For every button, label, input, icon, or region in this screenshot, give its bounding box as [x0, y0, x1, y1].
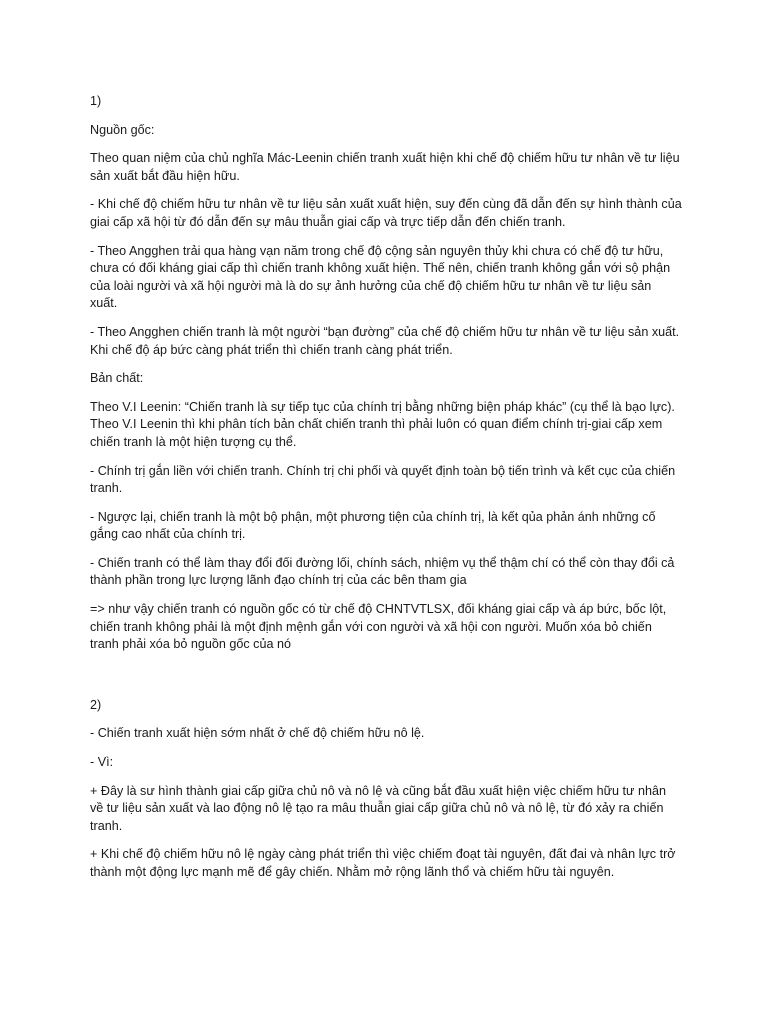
section-2-paragraph: + Khi chế độ chiếm hữu nô lệ ngày càng phát triển thì việc chiếm đoạt tài nguyên, đất đai và nhân lực trở thành một động lực mạnh mẽ để gây chiến. Nhằm mở rộng lãnh thổ và chiếm hữu tài nguyên.: [90, 847, 676, 879]
section-2-paragraph: - Chiến tranh xuất hiện sớm nhất ở chế độ chiếm hữu nô lệ.: [90, 726, 425, 741]
origin-paragraph: Theo quan niệm của chủ nghĩa Mác-Leenin chiến tranh xuất hiện khi chế độ chiếm hữu tư nhân về tư liệu sản xuất bắt đầu hiện hữu.: [90, 151, 680, 183]
section-2-number: 2): [90, 697, 102, 712]
origin-heading: Nguồn gốc:: [90, 122, 155, 137]
nature-paragraph: - Chiến tranh có thể làm thay đổi đối đường lối, chính sách, nhiệm vụ thể thậm chí có thể còn thay đổi cả thành phần trong lực lượng lãnh đạo chính trị của các bên tham gia: [90, 555, 675, 588]
origin-paragraph: - Khi chế độ chiếm hữu tư nhân về tư liệu sản xuất xuất hiện, suy đến cùng đã dẫn đến sự hình thành của giai cấp xã hội từ đó dẫn đến sự mâu thuẫn giai cấp và trực tiếp dẫn đến chiến tranh.: [90, 197, 682, 229]
origin-paragraph: - Theo Angghen trải qua hàng vạn năm trong chế độ cộng sản nguyên thủy khi chưa có chế độ tư hữu, chưa có đối kháng giai cấp thì chiến tranh không xuất hiện. Thế nên, chiến tranh không gắn với sộ phận của loài người và xã hội người mà là do sự ảnh hưởng của chế độ chiếm hữu tư nhân về tư liệu sản xuất.: [90, 243, 671, 311]
document-body: [90, 93, 682, 893]
nature-heading: Bản chất:: [90, 371, 144, 386]
nature-paragraph: - Ngược lại, chiến tranh là một bộ phận, một phương tiện của chính trị, là kết qủa phản ánh những cố gắng cao nhất của chính trị.: [90, 509, 656, 542]
origin-paragraph: - Theo Angghen chiến tranh là một người “bạn đường” của chế độ chiếm hữu tư nhân về tư liệu sản xuất. Khi chế độ áp bức càng phát triển thì chiến tranh càng phát triển.: [90, 324, 680, 357]
section-gap: [90, 665, 682, 697]
nature-conclusion: => như vậy chiến tranh có nguồn gốc có từ chế độ CHNTVTLSX, đối kháng giai cấp và áp bức, bốc lột, chiến tranh không phải là một định mệnh gắn với con người và xã hội con người. Muốn xóa bỏ chiến tranh phải xóa bỏ nguồn gốc của nó: [90, 602, 667, 652]
section-2-paragraph: - Vì:: [90, 755, 114, 770]
nature-paragraph: - Chính trị gắn liền với chiến tranh. Chính trị chi phối và quyết định toàn bộ tiến trình và kết cục của chiến tranh.: [90, 463, 676, 496]
section-1-number: 1): [90, 94, 102, 108]
section-2-paragraph: + Đây là sư hình thành giai cấp giữa chủ nô và nô lệ và cũng bắt đầu xuất hiện việc chiếm hữu tư nhân về tư liệu sản xuất và lao động nô lệ tạo ra mâu thuẫn giai cấp giữa chủ nô và nô lệ, từ đó xảy ra chiến tranh.: [90, 783, 666, 833]
nature-paragraph: Theo V.I Leenin: “Chiến tranh là sự tiếp tục của chính trị bằng những biện pháp khác” (cụ thể là bạo lực). Theo V.I Leenin thì khi phân tích bản chất chiến tranh thì phải luôn có quan điểm chính trị-giai cấp xem chiến tranh là một hiện tượng cụ thể.: [90, 399, 675, 449]
